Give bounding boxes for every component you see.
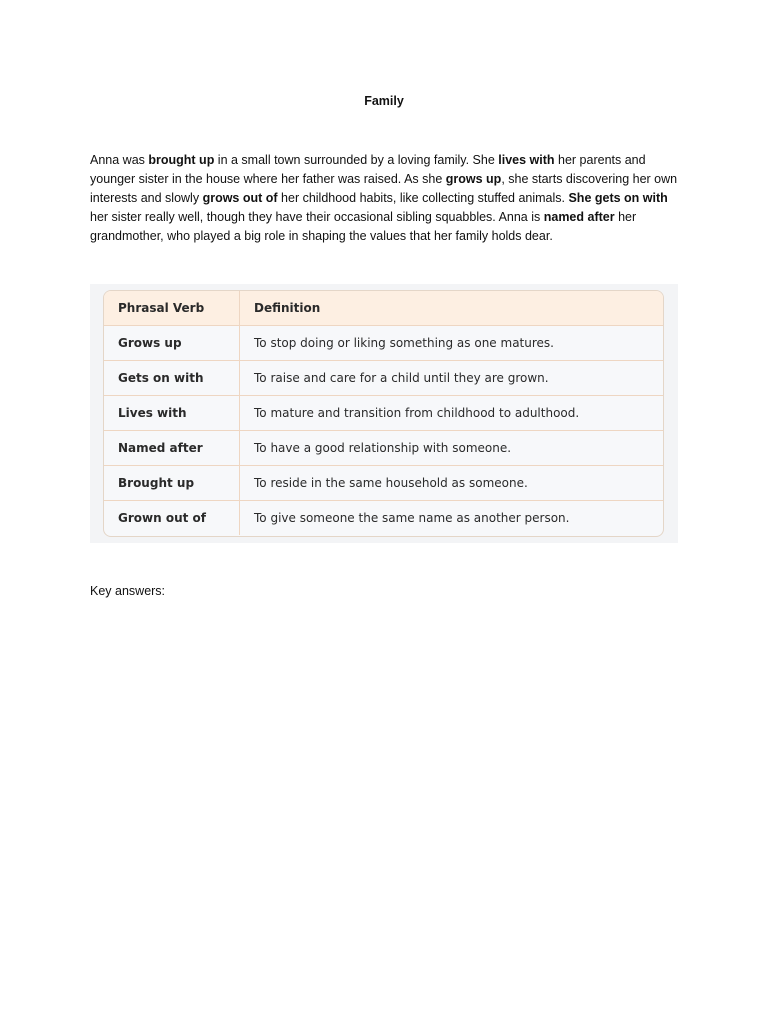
- table-row: [104, 431, 663, 466]
- verb-cell: Brought up: [104, 466, 240, 500]
- story-text: , she starts discovering her own interests and slowly: [90, 172, 678, 205]
- story-phrasal-verb: grows up: [445, 172, 502, 186]
- verb-cell: Lives with: [104, 396, 240, 430]
- verb-cell: Named after: [104, 431, 240, 465]
- story-text: Anna was: [90, 153, 149, 167]
- verb-cell: Grown out of: [104, 501, 240, 535]
- story-text: her parents and younger sister in the house where her father was raised. As she: [90, 153, 646, 186]
- story-text: her sister really well, though they have their occasional sibling squabbles. Anna is: [90, 210, 544, 224]
- definition-cell: To mature and transition from childhood to adulthood.: [254, 406, 580, 420]
- table-row: [104, 326, 663, 361]
- verb-cell: Grows up: [104, 326, 240, 360]
- table-row: [104, 501, 663, 535]
- story-phrasal-verb: She gets on with: [568, 191, 668, 205]
- phrasal-verb-table: [103, 290, 664, 537]
- story-phrasal-verb: named after: [543, 210, 615, 224]
- story-paragraph: [90, 151, 680, 246]
- story-text: her grandmother, who played a big role in shaping the values that her family holds dear.: [90, 210, 637, 243]
- table-header-row: [104, 291, 663, 326]
- table-row: [104, 396, 663, 431]
- story-phrasal-verb: brought up: [148, 153, 215, 167]
- verb-cell: Gets on with: [104, 361, 240, 395]
- story-text: her childhood habits, like collecting stuffed animals.: [277, 191, 569, 205]
- definition-cell: To stop doing or liking something as one matures.: [254, 336, 554, 350]
- header-phrasal-verb: Phrasal Verb: [104, 291, 240, 325]
- table-row: [104, 361, 663, 396]
- definition-cell: To raise and care for a child until they are grown.: [254, 371, 549, 385]
- phrasal-verb-table-image: [90, 284, 678, 543]
- page-title: Family: [364, 94, 404, 108]
- header-definition: Definition: [254, 301, 321, 315]
- definition-cell: To reside in the same household as someone.: [254, 476, 528, 490]
- key-answers-label: Key answers:: [90, 584, 166, 598]
- story-phrasal-verb: lives with: [498, 153, 555, 167]
- definition-cell: To give someone the same name as another person.: [254, 511, 570, 525]
- story-text: in a small town surrounded by a loving family. She: [214, 153, 499, 167]
- story-phrasal-verb: grows out of: [202, 191, 278, 205]
- definition-cell: To have a good relationship with someone.: [254, 441, 512, 455]
- table-row: [104, 466, 663, 501]
